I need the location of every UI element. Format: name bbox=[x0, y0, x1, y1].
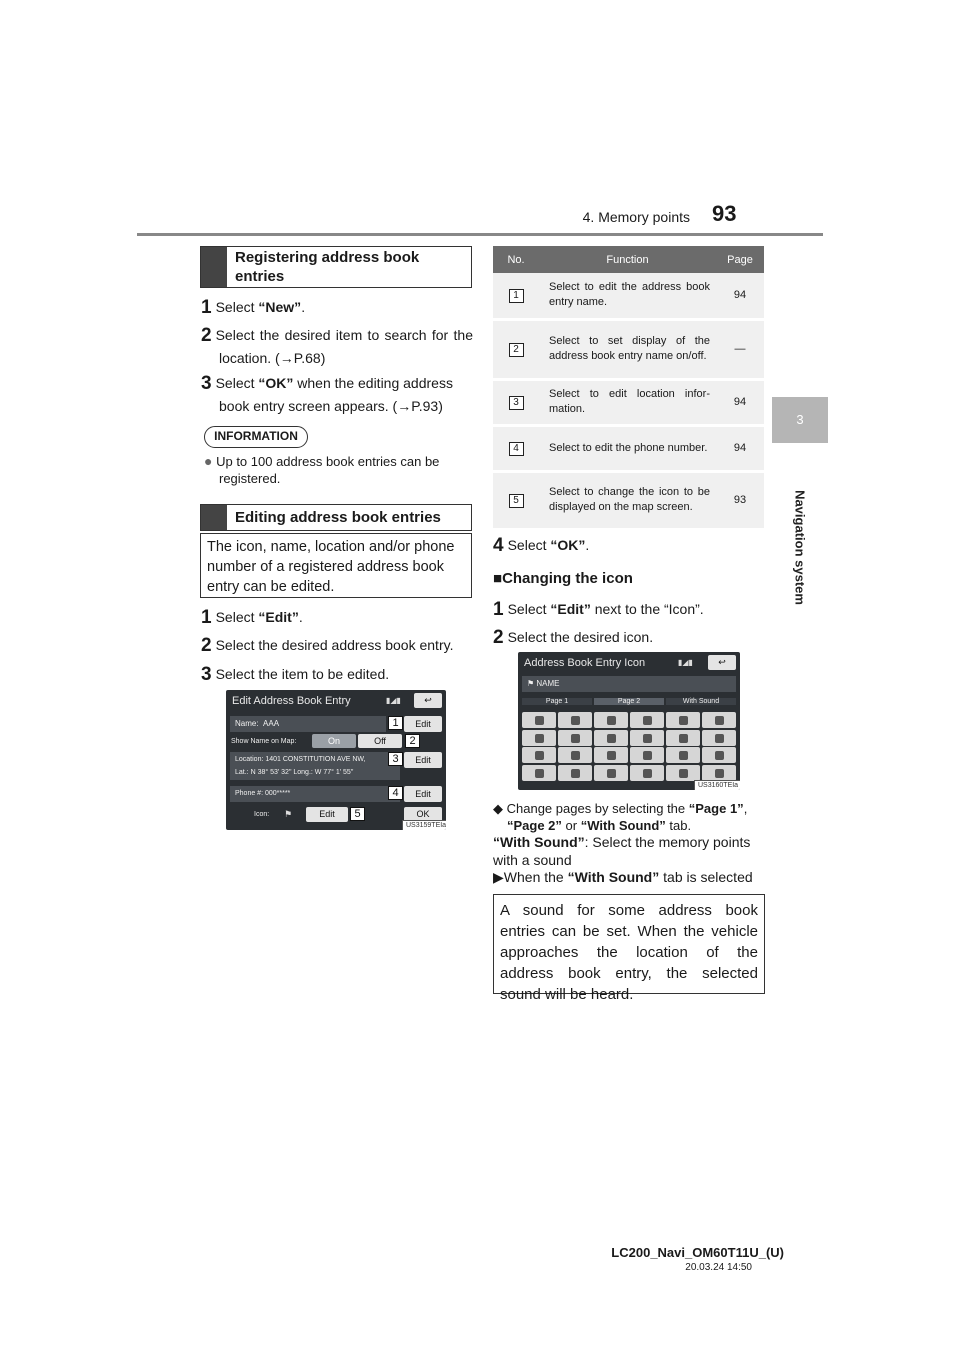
icon-option-button[interactable] bbox=[594, 747, 628, 763]
map-symbol-icon bbox=[571, 716, 580, 725]
change-pages-bullet: ◆ Change pages by selecting the “Page 1”, “Page 2” or “With Sound” tab. bbox=[493, 801, 748, 833]
signal-icon: ▮◢▮ bbox=[386, 696, 401, 705]
ok-button[interactable]: OK bbox=[404, 807, 442, 822]
icon-option-button[interactable] bbox=[594, 765, 628, 781]
marker-3: 3 bbox=[388, 752, 403, 766]
col-page: Page bbox=[716, 246, 764, 273]
edit-icon-button[interactable]: Edit bbox=[306, 807, 348, 822]
edit-step-2: 2 Select the desired address book entry. bbox=[201, 635, 454, 656]
information-label: INFORMATION bbox=[204, 426, 308, 448]
map-symbol-icon bbox=[535, 751, 544, 760]
marker-1: 1 bbox=[388, 716, 403, 730]
icon-option-button[interactable] bbox=[666, 730, 700, 746]
icon-step-1: 1 Select “Edit” next to the “Icon”. bbox=[493, 599, 704, 620]
reg-step-1: 1 Select “New”. bbox=[201, 297, 306, 318]
col-function: Function bbox=[539, 246, 716, 273]
editing-title: Editing address book entries bbox=[235, 509, 441, 526]
col-no: No. bbox=[493, 246, 539, 273]
editing-description: The icon, name, location and/or phone number of a registered address book entry can be edited. bbox=[200, 533, 472, 598]
tab-with-sound[interactable]: With Sound bbox=[666, 698, 736, 705]
bullet-icon: ● bbox=[204, 453, 213, 469]
map-symbol-icon bbox=[679, 751, 688, 760]
editing-section-header bbox=[200, 504, 472, 531]
sound-note-box: A sound for some address book entries can be set. When the vehicle approaches the location of the address book entry, the selected sound will be heard. bbox=[493, 894, 765, 994]
icon-option-button[interactable] bbox=[666, 712, 700, 728]
icon-option-button[interactable] bbox=[702, 730, 736, 746]
edit-step-1: 1 Select “Edit”. bbox=[201, 607, 303, 628]
icon-option-button[interactable] bbox=[594, 712, 628, 728]
reg-step-2: 2 Select the desired item to search for the location. (→P.68) bbox=[201, 325, 473, 366]
diamond-bullet-icon: ◆ bbox=[493, 801, 503, 816]
marker-4: 4 bbox=[388, 786, 403, 800]
edit-address-screen bbox=[226, 690, 446, 830]
edit-name-button[interactable]: Edit bbox=[404, 716, 442, 732]
page-number: 93 bbox=[712, 201, 737, 226]
changing-icon-heading: ■Changing the icon bbox=[493, 570, 633, 587]
on-button[interactable]: On bbox=[312, 734, 356, 748]
map-symbol-icon bbox=[571, 734, 580, 743]
location-row: Location: 1401 CONSTITUTION AVE NW, Lat.: N 38° 53' 32" Long.: W 77° 1' 55" bbox=[230, 752, 400, 780]
header-rule bbox=[137, 233, 823, 236]
icon-option-button[interactable] bbox=[522, 765, 556, 781]
map-symbol-icon bbox=[715, 751, 724, 760]
map-symbol-icon bbox=[715, 769, 724, 778]
icon-option-button[interactable] bbox=[702, 747, 736, 763]
map-symbol-icon bbox=[679, 734, 688, 743]
function-table bbox=[493, 246, 764, 531]
table-row: 5 Select to change the icon to be displayed on the map screen. 93 bbox=[493, 471, 764, 529]
tab-bar bbox=[522, 698, 736, 710]
icon-select-screen bbox=[518, 652, 740, 790]
map-symbol-icon bbox=[643, 716, 652, 725]
icon-option-button[interactable] bbox=[666, 765, 700, 781]
show-name-label: Show Name on Map: bbox=[231, 738, 297, 745]
icon-label: Icon: bbox=[254, 811, 270, 818]
information-bullet: ● Up to 100 address book entries can be registered. bbox=[204, 453, 440, 486]
registering-title: Registering address book entries bbox=[235, 249, 420, 285]
flag-icon: ⚑ bbox=[527, 679, 535, 688]
back-button[interactable] bbox=[708, 655, 736, 670]
back-button[interactable] bbox=[414, 693, 442, 708]
icon-step-2: 2 Select the desired icon. bbox=[493, 627, 654, 648]
edit-phone-button[interactable]: Edit bbox=[404, 786, 442, 802]
tab-page-2[interactable]: Page 2 bbox=[594, 698, 664, 705]
registering-section-header bbox=[200, 246, 472, 288]
screen-title: Address Book Entry Icon bbox=[524, 657, 646, 669]
name-row: Name: AAA bbox=[230, 716, 386, 732]
flag-icon: ⚑ bbox=[284, 809, 293, 819]
off-button[interactable]: Off bbox=[358, 734, 402, 748]
chapter-label: Navigation system bbox=[792, 490, 808, 605]
map-symbol-icon bbox=[715, 716, 724, 725]
icon-grid bbox=[522, 712, 736, 782]
icon-option-button[interactable] bbox=[702, 712, 736, 728]
map-symbol-icon bbox=[535, 716, 544, 725]
icon-option-button[interactable] bbox=[630, 712, 664, 728]
icon-option-button[interactable] bbox=[630, 765, 664, 781]
map-symbol-icon bbox=[679, 716, 688, 725]
footer-model: LC200_Navi_OM60T11U_(U) bbox=[611, 1245, 784, 1260]
tab-page-1[interactable]: Page 1 bbox=[522, 698, 592, 705]
edit-step-4: 4 Select “OK”. bbox=[493, 535, 590, 556]
map-symbol-icon bbox=[571, 769, 580, 778]
map-symbol-icon bbox=[643, 734, 652, 743]
icon-option-button[interactable] bbox=[666, 747, 700, 763]
signal-icon: ▮◢▮ bbox=[678, 658, 693, 667]
reg-step-3: 3 Select “OK” when the editing address book entry screen appears. (→P.93) bbox=[201, 373, 453, 414]
map-symbol-icon bbox=[643, 751, 652, 760]
icon-option-button[interactable] bbox=[558, 747, 592, 763]
map-symbol-icon bbox=[535, 734, 544, 743]
edit-location-button[interactable]: Edit bbox=[404, 752, 442, 768]
map-symbol-icon bbox=[535, 769, 544, 778]
map-symbol-icon bbox=[643, 769, 652, 778]
edit-step-3: 3 Select the item to be edited. bbox=[201, 664, 390, 685]
section-title: 4. Memory points bbox=[582, 209, 690, 225]
icon-option-button[interactable] bbox=[558, 765, 592, 781]
table-row: 4 Select to edit the phone number. 94 bbox=[493, 425, 764, 471]
phone-row: Phone #: 000***** bbox=[230, 786, 400, 802]
map-symbol-icon bbox=[607, 769, 616, 778]
name-row: ⚑ NAME bbox=[522, 676, 736, 692]
with-sound-desc: “With Sound”: Select the memory points with a sound bbox=[493, 834, 751, 868]
table-row: 1 Select to edit the address book entry name. 94 bbox=[493, 273, 764, 319]
marker-2: 2 bbox=[405, 734, 420, 748]
image-code: US3159TEIa bbox=[402, 820, 446, 830]
map-symbol-icon bbox=[607, 751, 616, 760]
screen-title: Edit Address Book Entry bbox=[232, 695, 351, 707]
when-tab-selected: ▶When the “With Sound” tab is selected bbox=[493, 869, 753, 885]
icon-option-button[interactable] bbox=[630, 747, 664, 763]
map-symbol-icon bbox=[715, 734, 724, 743]
triangle-right-icon: ▶ bbox=[493, 869, 504, 885]
back-icon: ↩ bbox=[424, 695, 432, 705]
marker-5: 5 bbox=[350, 807, 365, 821]
map-symbol-icon bbox=[607, 734, 616, 743]
icon-option-button[interactable] bbox=[558, 730, 592, 746]
image-code: US3160TEIa bbox=[694, 780, 740, 790]
icon-option-button[interactable] bbox=[522, 747, 556, 763]
icon-option-button[interactable] bbox=[558, 712, 592, 728]
map-symbol-icon bbox=[679, 769, 688, 778]
map-symbol-icon bbox=[571, 751, 580, 760]
icon-option-button[interactable] bbox=[594, 730, 628, 746]
icon-option-button[interactable] bbox=[522, 730, 556, 746]
footer-date: 20.03.24 14:50 bbox=[685, 1262, 752, 1273]
icon-option-button[interactable] bbox=[630, 730, 664, 746]
icon-option-button[interactable] bbox=[702, 765, 736, 781]
back-icon: ↩ bbox=[718, 657, 726, 667]
map-symbol-icon bbox=[607, 716, 616, 725]
square-bullet-icon: ■ bbox=[493, 570, 503, 587]
table-row: 3 Select to edit location infor-mation. 94 bbox=[493, 379, 764, 425]
chapter-tab: 3 bbox=[772, 397, 828, 443]
table-row: 2 Select to set display of the address book entry name on/off. — bbox=[493, 319, 764, 379]
icon-option-button[interactable] bbox=[522, 712, 556, 728]
